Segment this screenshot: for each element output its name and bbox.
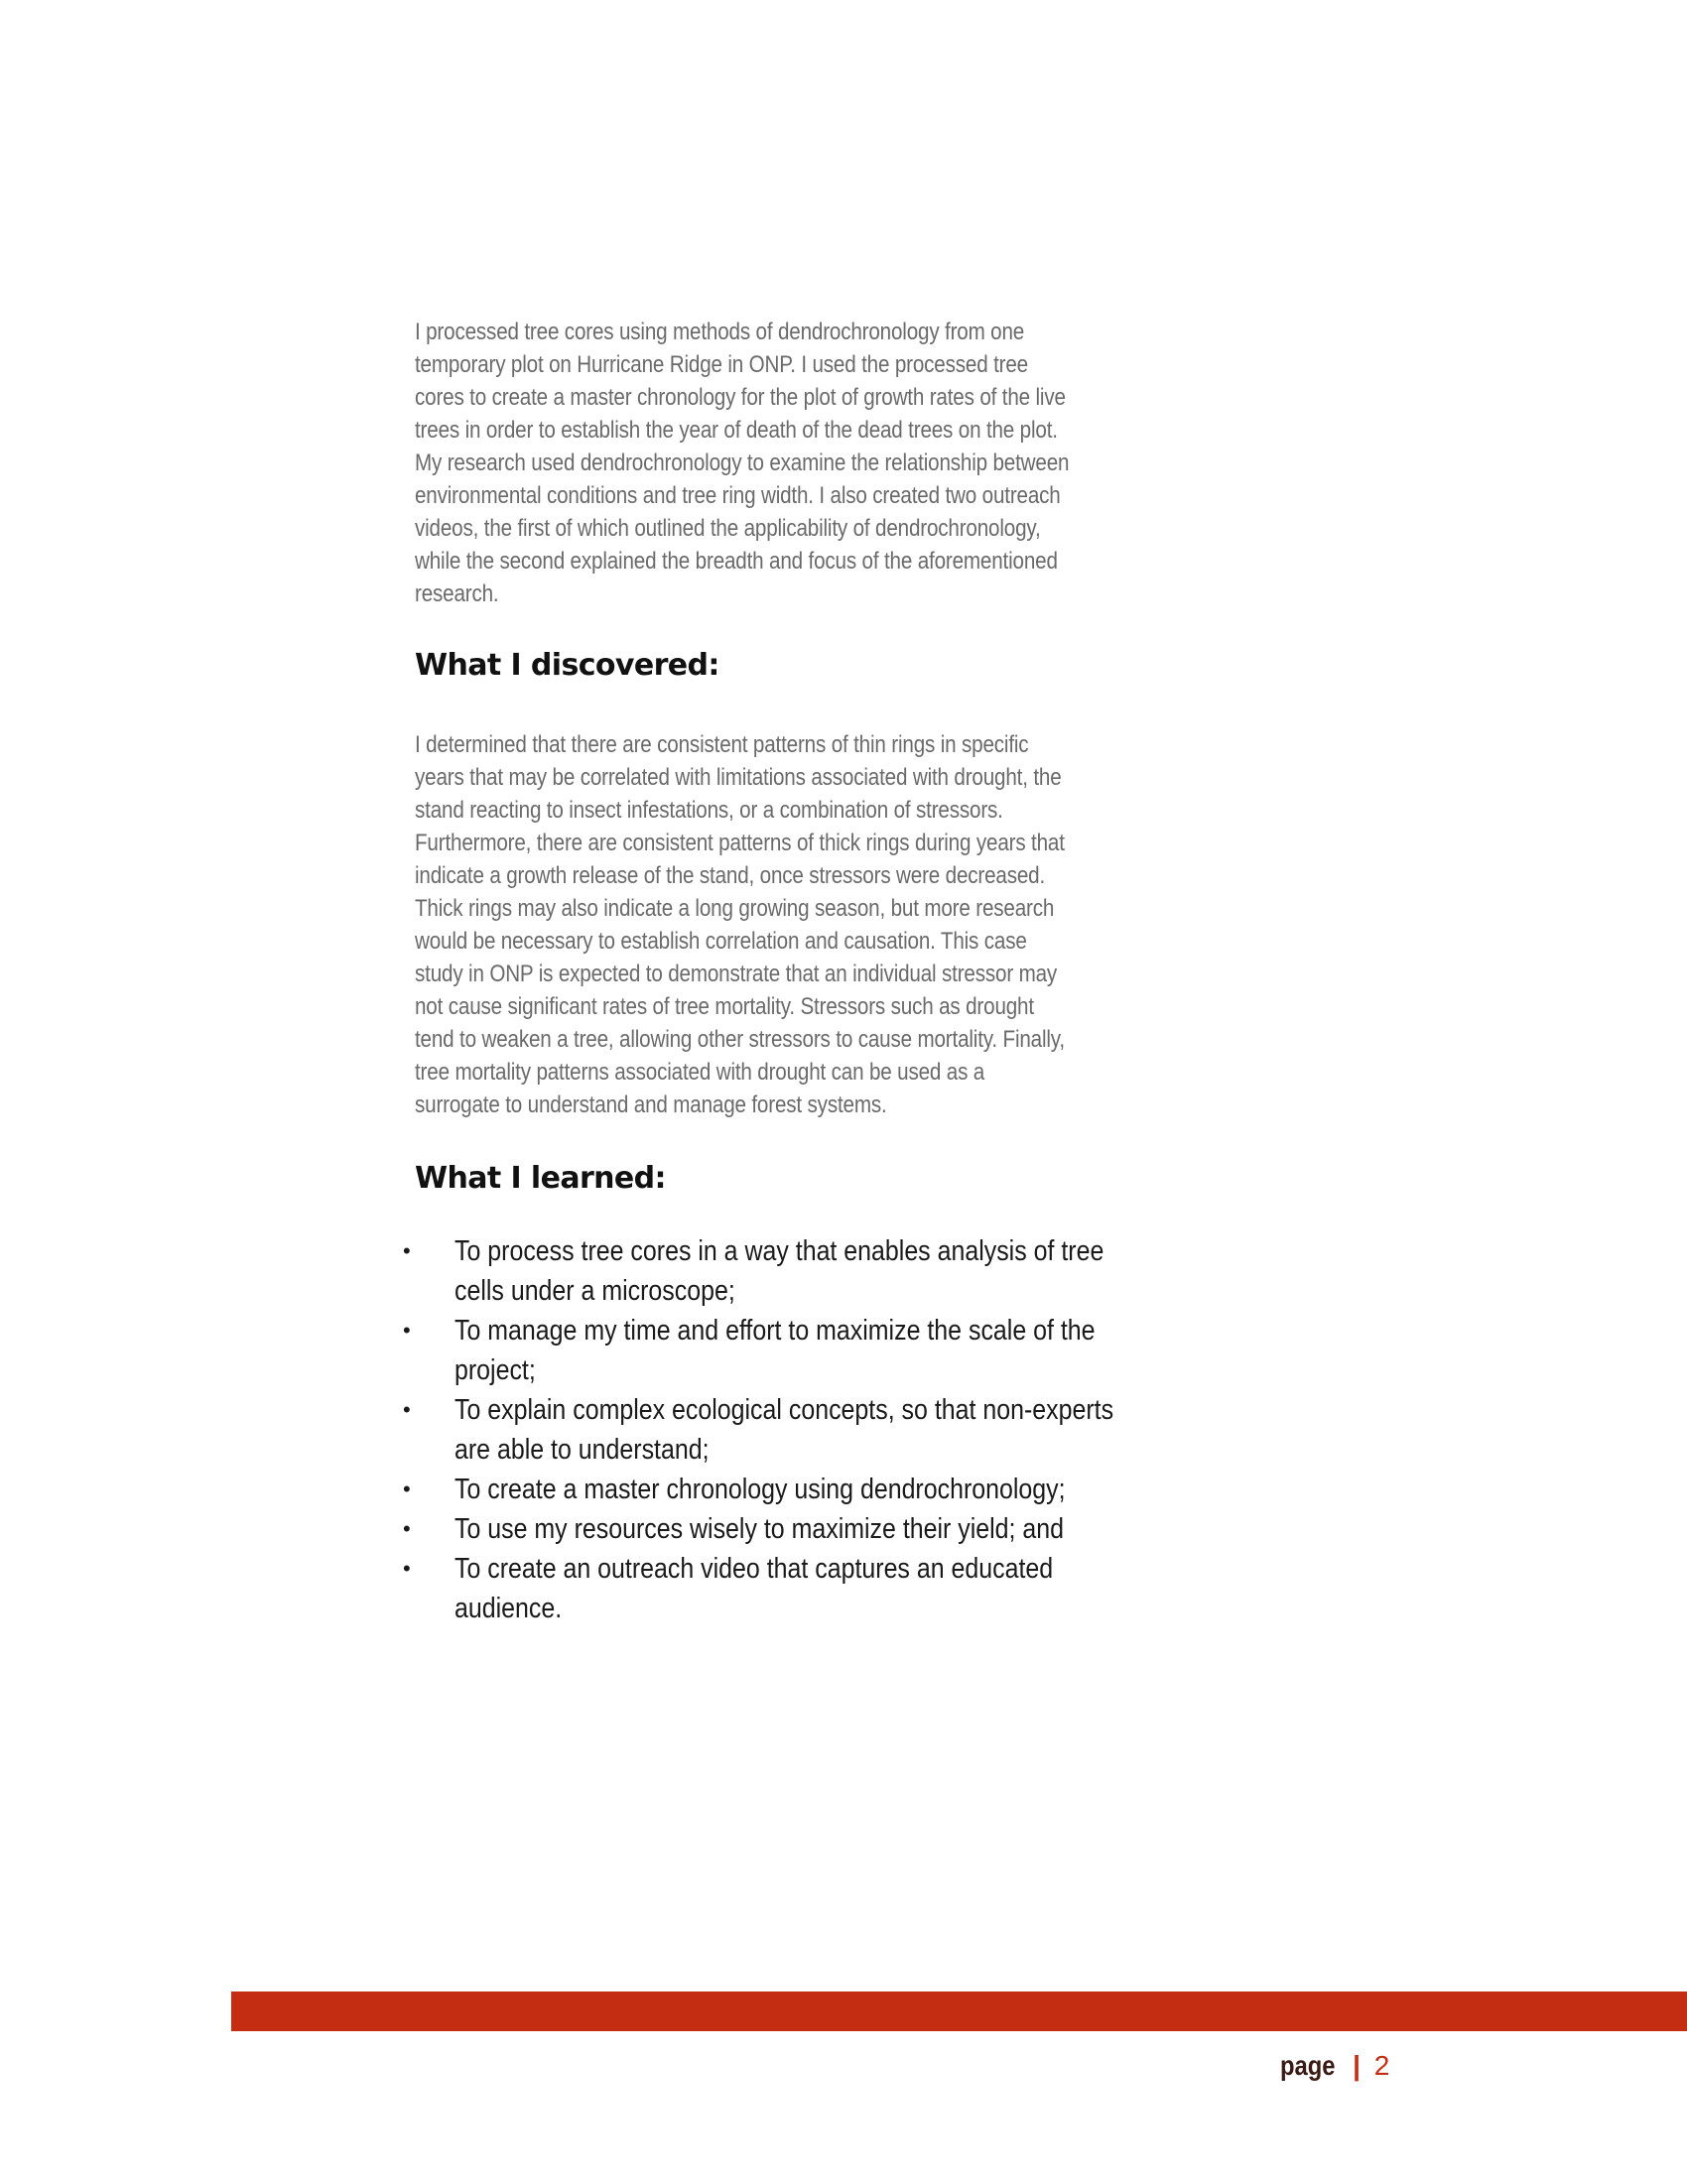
main-content [403, 316, 1129, 1628]
bullet-icon: • [403, 1397, 411, 1422]
list-item [403, 1390, 1157, 1470]
page-number [1280, 2050, 1389, 2082]
intro-paragraph: I processed tree cores using methods of dendrochronology from one temporary plot on Hurricane Ridge in ONP. I used the processed tree cores to create a master chronology for the plot of growth rates of the live trees in order to establish the year of death of the dead trees on the plot. My research used dendrochronology to examine the relationship between environmental conditions and tree ring width. I also created two outreach videos, the first of which outlined the applicability of dendrochronology, while the second explained the breadth and focus of the aforementioned research. [415, 319, 1070, 607]
list-item [403, 1549, 1157, 1628]
list-item-text: To create an outreach video that captures an educated audience. [454, 1553, 1054, 1624]
bullet-icon: • [403, 1556, 411, 1581]
bullet-icon: • [403, 1238, 411, 1263]
list-item [403, 1311, 1157, 1390]
discovered-paragraph: I determined that there are consistent patterns of thin rings in specific years that may be correlated with limitations associated with drought, the stand reacting to insect infestations, or a combination of stressors. Furthermore, there are consistent patterns of thick rings during years that indicate a growth release of the stand, once stressors were decreased. Thick rings may also indicate a long growing season, but more research would be necessary to establish correlation and causation. This case study in ONP is expected to demonstrate that an individual stressor may not cause significant rates of tree mortality. Stressors such as drought tend to weaken a tree, allowing other stressors to cause mortality. Finally, tree mortality patterns associated with drought can be used as a surrogate to understand and manage forest systems. [415, 731, 1065, 1118]
page-label: page [1280, 2050, 1336, 2081]
bullet-icon: • [403, 1318, 411, 1343]
page-number-value: 2 [1373, 2050, 1390, 2081]
discovered-heading: What I discovered: [415, 648, 719, 683]
footer-accent-bar [231, 1991, 1687, 2031]
page-separator: | [1353, 2050, 1361, 2081]
list-item-text: To create a master chronology using dendrochronology; [454, 1474, 1066, 1505]
list-item-text: To explain complex ecological concepts, so that non-experts are able to understand; [454, 1394, 1114, 1466]
list-item-text: To manage my time and effort to maximize the scale of the project; [454, 1315, 1096, 1386]
list-item [403, 1509, 1157, 1549]
bullet-icon: • [403, 1516, 411, 1541]
list-item [403, 1231, 1157, 1311]
bullet-icon: • [403, 1477, 411, 1501]
list-item [403, 1470, 1157, 1509]
list-item-text: To use my resources wisely to maximize their yield; and [454, 1513, 1065, 1545]
list-item-text: To process tree cores in a way that enables analysis of tree cells under a microscope; [454, 1235, 1104, 1307]
learned-heading: What I learned: [415, 1161, 666, 1196]
learned-list [403, 1231, 1157, 1628]
